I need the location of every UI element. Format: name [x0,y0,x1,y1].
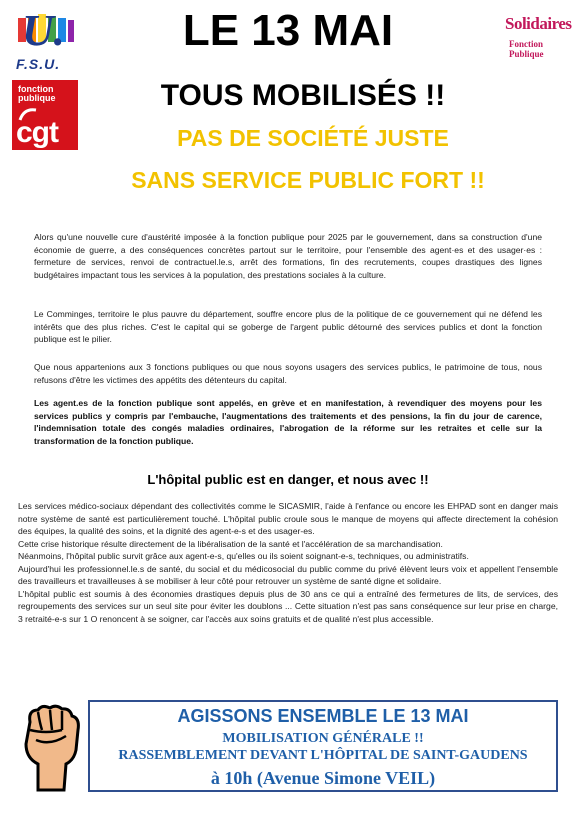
paragraph-public-functions: Que nous appartenions aux 3 fonctions publiques ou que nous soyons usagers des services publics, le patrimoine de tous, nous refusons d'être les victimes des appétits des détenteurs du capital. [34,362,542,385]
hospital-line: Néanmoins, l'hôpital public survit grâce aux agent-e-s, qu'elles ou ils soient soignant-e-s, techniques, ou administratifs. [18,551,469,561]
hospital-line: Cette crise historique résulte directement de la libéralisation de la santé et l'accélération de sa marchandisation. [18,538,443,549]
callout-line2: MOBILISATION GÉNÉRALE !! [222,731,424,746]
callout-box [88,700,558,792]
slogan-line1: PAS DE SOCIÉTÉ JUSTE [177,125,449,151]
hospital-text [18,500,558,625]
solidaires-sub: Fonction Publique [509,39,544,59]
solidaires-main: Solidaires [505,14,572,33]
hospital-line: Les services médico-sociaux dépendant des collectivités comme le SICASMIR, l'aide à l'enfance ou encore les EHPAD sont en danger mais notre système de santé est particulièrement touché. L'hôpital public croule sous le manque de moyens qui affecte directement la cohésion des équipes, la qualité des soins, et la dignité des agent-e-s et des usager-es. [18,501,558,536]
cgt-main: cgt [16,116,58,149]
cgt-line1: fonction [18,84,54,94]
hospital-line: Aujourd'hui les professionnel.le.s de santé, du social et du médicosocial du public comme du privé élèvent leurs voix et appellent l'ensemble des travailleurs et travailleuses à se mobiliser à leur côté pour retrouver un système de santé digne et solidaire. [18,563,558,586]
paragraph-call-to-strike: Les agent.es de la fonction publique sont appelés, en grève et en manifestation, à revendiquer des moyens pour les services publics y compris par l'embauche, l'augmentations des traitements et des pensions, la fin du jour de carence, l'indemnisation totale des congés maladies ordinaires, l'abrogation de la réforme sur les retraites et celle sur la transformation de la fonction publique. [34,398,542,446]
paragraph-comminges: Le Comminges, territoire le plus pauvre du département, souffre encore plus de la politique de ce gouvernement qui ne défend les intérêts que des plus riches. C'est le capital qui se goberge de l'argent public détourné des services publics et dont la fonction publique est le pilier. [34,309,542,344]
fsu-text: F.S.U. [16,56,61,72]
hospital-heading: L'hôpital public est en danger, et nous avec !! [147,472,429,487]
fsu-letter: U. [22,6,65,55]
subtitle: TOUS MOBILISÉS !! [160,79,446,112]
callout-line1: AGISSONS ENSEMBLE LE 13 MAI [177,706,469,726]
raised-fist-icon [16,700,86,795]
cgt-line2: publique [18,93,56,103]
callout-line3: RASSEMBLEMENT DEVANT L'HÔPITAL DE SAINT-GAUDENS [118,748,528,763]
callout-line4: à 10h (Avenue Simone VEIL) [210,768,436,788]
slogan-line2: SANS SERVICE PUBLIC FORT !! [131,167,485,193]
hospital-line: L'hôpital public est soumis à des économies drastiques depuis plus de 30 ans ce qui a entraîné des fermetures de lits, de services, des regroupements des services sur un seul site pour éviter les doublons ... Cette situation n'est pas sans conséquence sur leur prise en charge, 3 retraité-e-s sur 1 O renoncent à se soigner, car l'accès aux soins gratuits et de qualité n'est plus accessible. [18,588,558,624]
date-title: LE 13 MAI [182,6,394,55]
paragraph-austerity: Alors qu'une nouvelle cure d'austérité imposée à la fonction publique pour 2025 par le gouvernement, dans sa construction d'une économie de guerre, a des conséquences concrètes partout sur le territoire, pour l'ensemble des agent·es et des usager·es : fermeture de services, renvoi de contractuel.le.s, arrêt des formations, fin des recrutements, coupes drastiques des lignes budgétaires impactant tous les services à la population, des prestations sociales à la culture. [34,232,542,280]
